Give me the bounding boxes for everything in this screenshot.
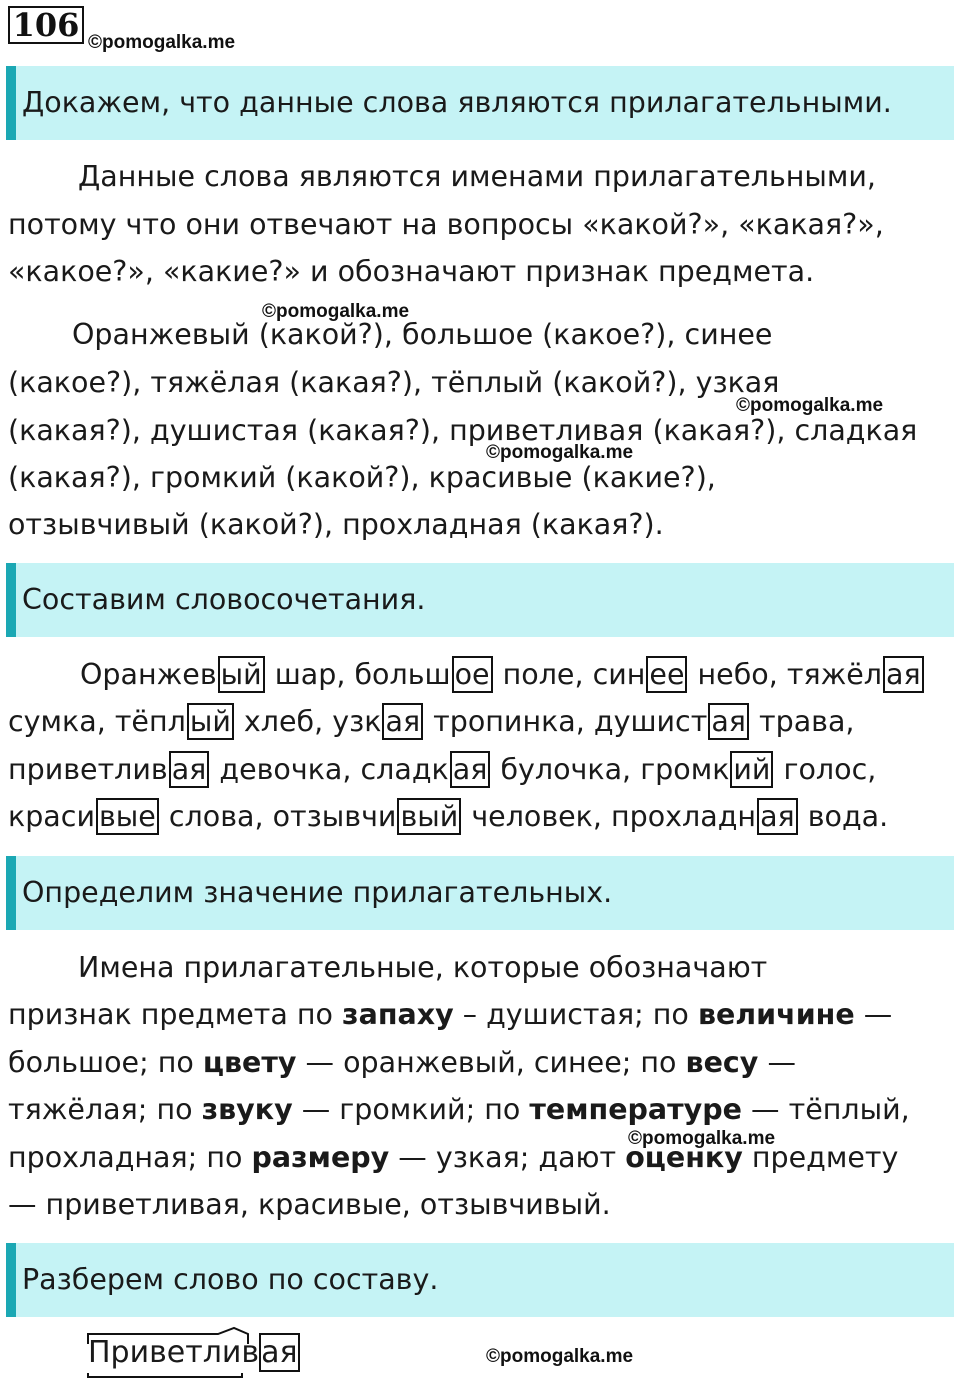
stem-underline-icon (86, 1372, 246, 1378)
text-line: Оранжевый (какой?), большое (какое?), синее (72, 318, 773, 351)
ending-box: вые (96, 798, 159, 835)
section-banner-phrases: Составим словосочетания. (6, 563, 954, 637)
phrase-line: Оранжев ый шар, больш ое поле, син ее небо, тяжёл ая (80, 658, 925, 692)
text-line: признак предмета по запаху – душистая; по величине — (8, 998, 893, 1031)
ending-box: ее (646, 656, 687, 693)
text-line: потому что они отвечают на вопросы «какой?», «какая?», (8, 208, 884, 241)
word-stem: Приветлив (88, 1335, 260, 1370)
text-line: (какая?), душистая (какая?), приветливая (какая?), сладкая (8, 414, 918, 447)
ending-box: ий (730, 751, 773, 788)
ending-box: ая (757, 798, 798, 835)
ending-box: ая (169, 751, 210, 788)
watermark: ©pomogalka.me (628, 1128, 776, 1149)
section-banner-proof: Докажем, что данные слова являются прилагательными. (6, 66, 954, 140)
text-line: большое; по цвету — оранжевый, синее; по весу — (8, 1046, 796, 1079)
text-line: прохладная; по размеру — узкая; дают оценку предмету (8, 1141, 899, 1174)
ending-box: ая (450, 751, 491, 788)
watermark: ©pomogalka.me (262, 301, 410, 322)
section-banner-meaning: Определим значение прилагательных. (6, 856, 954, 930)
watermark: ©pomogalka.me (736, 395, 884, 416)
watermark: ©pomogalka.me (486, 1346, 634, 1367)
text-line: Имена прилагательные, которые обозначают (78, 951, 768, 984)
ending-box: вый (397, 798, 461, 835)
text-line: отзывчивый (какой?), прохладная (какая?). (8, 508, 664, 541)
text-line: Данные слова являются именами прилагательными, (78, 160, 876, 193)
ending-box: ое (452, 656, 493, 693)
section-banner-morphemes: Разберем слово по составу. (6, 1243, 954, 1317)
text-line: тяжёлая; по звуку — громкий; по температуре — тёплый, (8, 1093, 910, 1126)
ending-box: ая (708, 703, 749, 740)
ending-box: ая (883, 656, 924, 693)
ending-box: ый (218, 656, 265, 693)
text-line: (какое?), тяжёлая (какая?), тёплый (какой?), узкая (8, 366, 780, 399)
ending-box: ая (261, 1335, 298, 1370)
ending-box: ый (187, 703, 234, 740)
phrase-line: краси вые слова, отзывчи вый человек, прохладн ая вода. (8, 800, 889, 833)
text-line: — приветливая, красивые, отзывчивый. (8, 1188, 611, 1221)
word-parse (88, 1336, 300, 1370)
exercise-number: 106 (8, 6, 84, 44)
ending-box: ая (382, 703, 423, 740)
phrase-line: сумка, тёпл ый хлеб, узк ая тропинка, душист ая трава, (8, 705, 855, 738)
watermark: ©pomogalka.me (88, 32, 236, 53)
text-line: (какая?), громкий (какой?), красивые (какие?), (8, 461, 716, 494)
phrase-line: приветлив ая девочка, сладк ая булочка, громк ий голос, (8, 753, 877, 786)
text-line: «какое?», «какие?» и обозначают признак предмета. (8, 255, 815, 288)
watermark: ©pomogalka.me (486, 442, 634, 463)
